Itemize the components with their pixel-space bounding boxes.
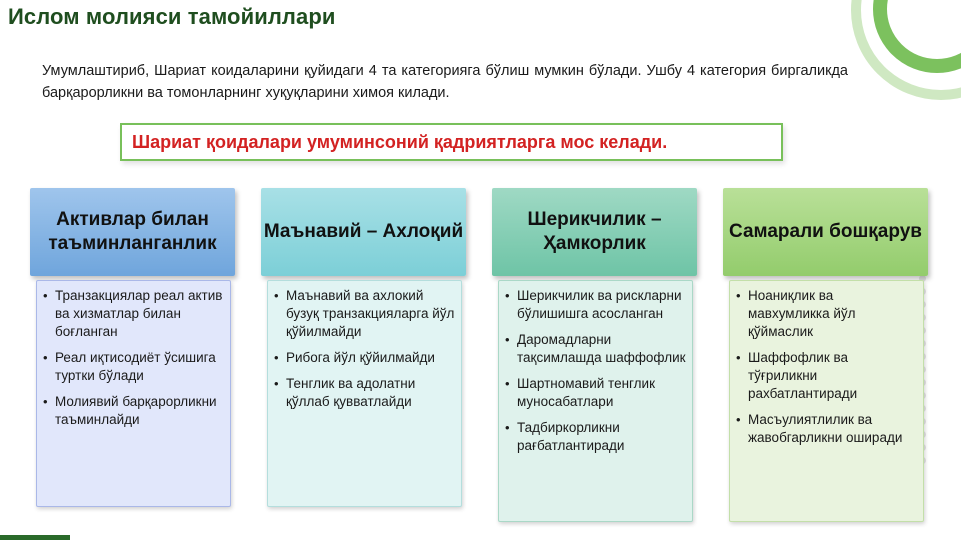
category-heading: Шерикчилик – Ҳамкорлик [492, 188, 697, 276]
list-item: • Шерикчилик ва рискларни бўлишишга асосланган [505, 287, 686, 323]
category-heading: Активлар билан таъминланганлик [30, 188, 235, 276]
list-item: • Тенглик ва адолатни қўллаб қувватлайди [274, 375, 455, 411]
category-body [36, 280, 231, 507]
list-item: • Шаффофлик ва тўғриликни рахбатлантиради [736, 349, 917, 403]
list-item: • Рибога йўл қўйилмайди [274, 349, 455, 367]
list-item: • Реал иқтисодиёт ўсишига туртки бўлади [43, 349, 224, 385]
category-column-partnership [492, 188, 697, 522]
list-item: • Масъулиятлилик ва жавобгарликни оширади [736, 411, 917, 447]
highlight-box [120, 123, 783, 161]
category-column-assets [30, 188, 235, 507]
intro-paragraph: Умумлаштириб, Шариат коидаларини қуйидаги 4 та категорияга бўлиш мумкин бўлади. Ушбу 4 категория биргаликда барқарорликни ва томонларнинг хуқуқларини химоя килади. [42, 63, 848, 101]
slide-title: Ислом молияси тамойиллари [8, 4, 336, 29]
list-item: • Молиявий барқарорликни таъминлайди [43, 393, 224, 429]
category-column-ethics [261, 188, 466, 507]
category-heading: Маънавий – Ахлоқий [261, 188, 466, 276]
list-item: • Шартномавий тенглик муносабатлари [505, 375, 686, 411]
category-body [267, 280, 462, 507]
list-item: • Транзакциялар реал актив ва хизматлар билан боғланган [43, 287, 224, 341]
category-body [729, 280, 924, 522]
category-body [498, 280, 693, 522]
list-item: • Даромадларни тақсимлашда шаффофлик [505, 331, 686, 367]
list-item: • Тадбиркорликни рағбатлантиради [505, 419, 686, 455]
footer-accent-bar [0, 535, 70, 540]
category-column-governance [723, 188, 928, 522]
highlight-text: Шариат қоидалари умуминсоний қадриятларга мос келади. [132, 131, 668, 152]
list-item: • Ноаниқлик ва мавхумликка йўл қўймаслик [736, 287, 917, 341]
category-heading: Самарали бошқарув [723, 188, 928, 276]
list-item: • Маънавий ва ахлокий бузуқ транзакцияларга йўл қўйилмайди [274, 287, 455, 341]
